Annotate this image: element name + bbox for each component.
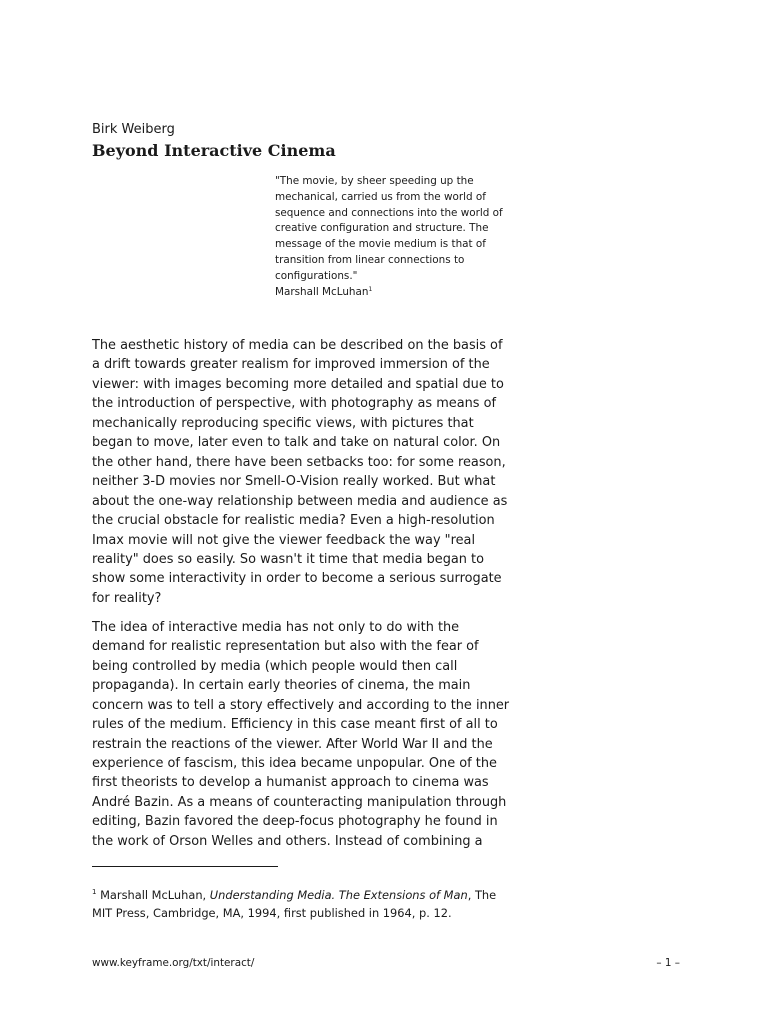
text-line: experience of fascism, this idea became unpopular. One of the — [92, 756, 497, 772]
text-line: a drift towards greater realism for improved immersion of the — [92, 357, 490, 373]
text-line: demand for realistic representation but also with the fear of — [92, 639, 479, 655]
epigraph-attribution — [275, 285, 525, 301]
epigraph-line: sequence and connections into the world of — [275, 206, 503, 219]
text-line: The idea of interactive media has not only to do with the — [92, 619, 460, 635]
text-line: mechanically reproducing specific views, with pictures that — [92, 415, 474, 431]
text-line: propaganda). In certain early theories of cinema, the main — [92, 678, 471, 694]
text-line: began to move, later even to talk and take on natural color. On — [92, 435, 501, 451]
epigraph-attribution-name: Marshall McLuhan — [275, 285, 369, 298]
epigraph — [275, 174, 525, 300]
text-line: show some interactivity in order to become a serious surrogate — [92, 571, 502, 587]
text-line: about the one-way relationship between media and audience as — [92, 493, 508, 509]
footnote-number: 1 — [92, 888, 97, 896]
text-line: The aesthetic history of media can be described on the basis of — [92, 338, 503, 353]
text-line: the work of Orson Welles and others. Instead of combining a — [92, 833, 483, 849]
footnote-book-title: Understanding Media. The Extensions of Man — [209, 888, 468, 902]
text-line: Imax movie will not give the viewer feedback the way "real — [92, 532, 476, 548]
text-line: editing, Bazin favored the deep-focus photography he found in — [92, 814, 498, 830]
epigraph-line: "The movie, by sheer speeding up the — [275, 175, 474, 187]
footnote-reference[interactable]: 1 — [368, 285, 373, 293]
epigraph-line: mechanical, carried us from the world of — [275, 190, 486, 203]
footnote-line — [92, 886, 522, 904]
paragraph-2 — [92, 618, 522, 851]
footnote-author: Marshall McLuhan, — [100, 888, 210, 902]
footnote-line: MIT Press, Cambridge, MA, 1994, first published in 1964, p. 12. — [92, 906, 452, 920]
text-line: viewer: with images becoming more detailed and spatial due to — [92, 376, 504, 392]
author-name: Birk Weiberg — [92, 122, 175, 137]
body-text — [92, 336, 522, 861]
epigraph-line: transition from linear connections to — [275, 253, 465, 266]
text-line: restrain the reactions of the viewer. After World War II and the — [92, 736, 493, 752]
epigraph-line: configurations." — [275, 269, 358, 282]
text-line: being controlled by media (which people would then call — [92, 658, 458, 674]
text-line: André Bazin. As a means of counteracting manipulation through — [92, 794, 507, 810]
page-number: – 1 – — [656, 957, 680, 969]
epigraph-line: creative configuration and structure. The — [275, 222, 489, 235]
footnote-publisher-start: , The — [467, 888, 497, 902]
text-line: neither 3-D movies nor Smell-O-Vision really worked. But what — [92, 474, 496, 490]
footnote-divider — [92, 866, 278, 867]
footnote — [92, 886, 522, 922]
footer-url-link[interactable]: www.keyframe.org/txt/interact/ — [92, 957, 255, 969]
text-line: reality" does so easily. So wasn't it time that media began to — [92, 551, 484, 567]
text-line: first theorists to develop a humanist approach to cinema was — [92, 775, 489, 791]
text-line: rules of the medium. Efficiency in this case meant first of all to — [92, 717, 498, 733]
text-line: the crucial obstacle for realistic media? Even a high-resolution — [92, 513, 495, 529]
text-line: the introduction of perspective, with photography as means of — [92, 396, 497, 412]
paragraph-1 — [92, 336, 522, 608]
document-title: Beyond Interactive Cinema — [92, 141, 336, 160]
text-line: for reality? — [92, 590, 162, 606]
text-line: the other hand, there have been setbacks too: for some reason, — [92, 454, 506, 470]
epigraph-line: message of the movie medium is that of — [275, 238, 486, 251]
text-line: concern was to tell a story effectively and according to the inner — [92, 697, 510, 713]
